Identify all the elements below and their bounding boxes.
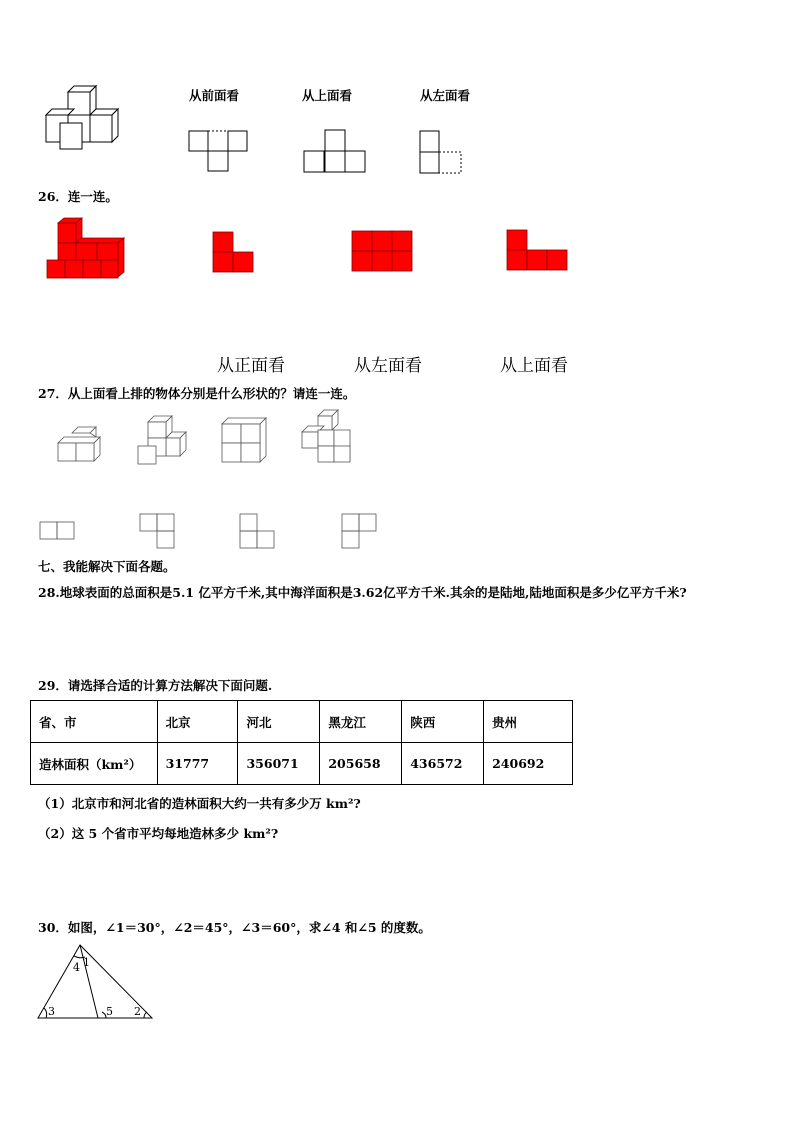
- table-cell: 河北: [238, 701, 320, 743]
- q27-solid-2: [136, 416, 190, 466]
- q25-top-view: [304, 130, 368, 174]
- table-cell: 436572: [402, 743, 484, 785]
- q26-text: 连一连。: [67, 189, 118, 204]
- q30-heading: [38, 918, 431, 936]
- q26-red-view-a: [213, 232, 257, 274]
- table-cell: 31777: [157, 743, 238, 785]
- q26-red-solid-figure: [44, 218, 128, 282]
- table-row: [31, 743, 573, 785]
- q27-heading: [38, 384, 355, 402]
- q28-number: 28.: [38, 585, 60, 600]
- angle-label-2: 2: [134, 1005, 141, 1018]
- q29-heading: [38, 676, 272, 694]
- q25-view-label-front: 从前面看: [189, 88, 240, 103]
- table-cell: 356071: [238, 743, 320, 785]
- table-header-row: [31, 701, 573, 743]
- q29-sub-question-2: （2）这 5 个省市平均每地造林多少 km²?: [38, 826, 279, 841]
- q25-view-label-top: 从上面看: [302, 88, 353, 103]
- q25-view-label-left: 从左面看: [420, 88, 471, 103]
- table-cell: 陕西: [402, 701, 484, 743]
- q26-red-view-c: [507, 230, 569, 272]
- q30-text: 如图，∠1＝30°，∠2＝45°，∠3＝60°，求∠4 和∠5 的度数。: [67, 920, 431, 935]
- q27-solid-3: [222, 418, 270, 464]
- table-cell: 205658: [320, 743, 402, 785]
- q28-text: 地球表面的总面积是5.1 亿平方千米,其中海洋面积是3.62亿平方千米.其余的是陆地,陆地面积是多少亿平方千米?: [59, 585, 687, 600]
- q27-solid-4: [300, 410, 354, 464]
- q28-heading: [38, 583, 687, 601]
- table-cell: 贵州: [484, 701, 573, 743]
- q27-view-4: [342, 514, 378, 550]
- q25-left-view: [420, 131, 464, 175]
- q29-text: 请选择合适的计算方法解决下面问题.: [67, 678, 273, 693]
- q27-solid-1: [58, 427, 108, 463]
- table-cell: 北京: [157, 701, 238, 743]
- q30-triangle-diagram: [36, 944, 158, 1024]
- table-cell: 造林面积（km²）: [31, 743, 158, 785]
- table-cell: 240692: [484, 743, 573, 785]
- q27-view-2: [140, 514, 176, 550]
- q29-table: [30, 700, 573, 785]
- angle-label-3: 3: [48, 1005, 55, 1018]
- q27-view-3: [240, 514, 276, 550]
- q26-label-top: 从上面看: [500, 356, 568, 376]
- q30-number: 30．: [38, 920, 68, 935]
- q26-number: 26．: [38, 189, 68, 204]
- q26-label-left: 从左面看: [354, 356, 422, 376]
- q25-solid-figure: [40, 85, 130, 155]
- angle-label-5: 5: [106, 1005, 113, 1018]
- q27-view-1: [40, 522, 76, 542]
- angle-label-4: 4: [73, 961, 80, 974]
- q29-sub-question-1: （1）北京市和河北省的造林面积大约一共有多少万 km²?: [38, 796, 361, 811]
- angle-label-1: 1: [83, 956, 90, 969]
- q25-front-view: [189, 131, 249, 173]
- q29-number: 29．: [38, 678, 68, 693]
- q26-red-view-b: [352, 231, 414, 273]
- q27-number: 27．: [38, 386, 68, 401]
- q27-text: 从上面看上排的物体分别是什么形状的？请连一连。: [67, 386, 356, 401]
- q26-heading: [38, 187, 118, 205]
- table-cell: 黑龙江: [320, 701, 402, 743]
- section-title: 七、我能解决下面各题。: [38, 559, 176, 574]
- q26-label-front: 从正面看: [217, 356, 285, 376]
- table-cell: 省、市: [31, 701, 158, 743]
